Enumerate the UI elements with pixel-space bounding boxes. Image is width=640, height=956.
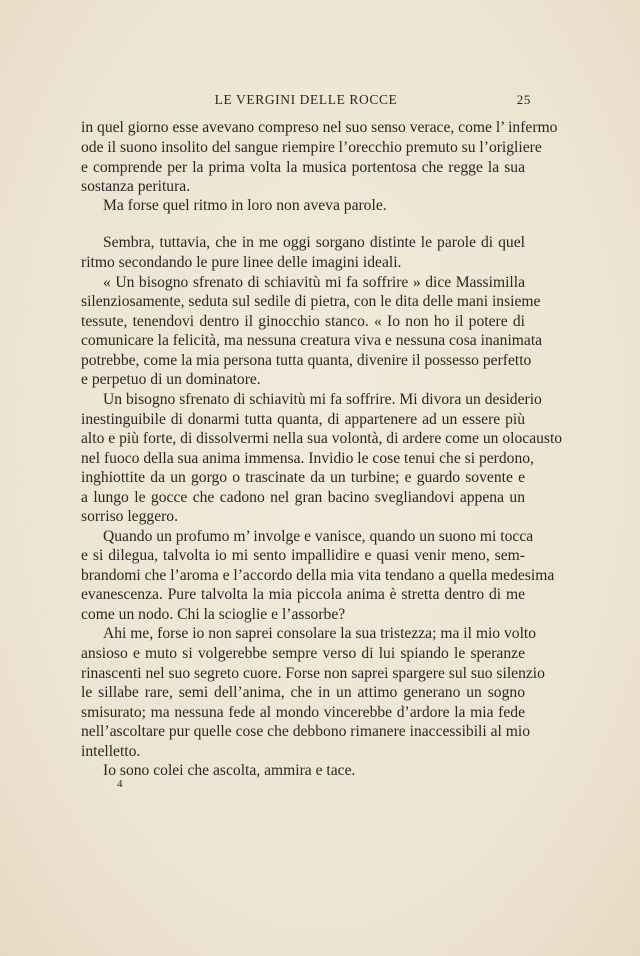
- text-line: Sembra, tuttavia, che in me oggi sorgano distinte le parole di quel: [103, 234, 525, 251]
- text-line: alto e più forte, di dissolvermi nella sua volontà, di ardere come un olocausto: [81, 430, 563, 447]
- text-line: comunicare la felicità, ma nessuna creatura viva e nessuna cosa inanimata: [81, 332, 543, 349]
- text-line: evanescenza. Pure talvolta la mia piccola anima è stretta dentro di me: [81, 586, 525, 603]
- text-line: in quel giorno esse avevano compreso nel suo senso verace, come l’ infermo: [81, 119, 558, 136]
- text-line: le sillabe rare, semi dell’anima, che in un attimo generano un sogno: [81, 684, 525, 701]
- text-line: Io sono colei che ascolta, ammira e tace.: [103, 762, 356, 779]
- text-line: sorriso leggero.: [81, 508, 179, 525]
- text-line: Quando un profumo m’ involge e vanisce, quando un suono mi tocca: [103, 528, 534, 545]
- text-line: potrebbe, come la mia persona tutta quanta, divenire il possesso perfetto: [81, 352, 532, 369]
- text-line: tessute, tenendovi dentro il ginocchio stanco. « Io non ho il potere di: [81, 313, 525, 330]
- text-line: silenziosamente, seduta sul sedile di pietra, con le dita delle mani insieme: [81, 293, 541, 310]
- text-line: Un bisogno sfrenato di schiavitù mi fa soffrire. Mi divora un desiderio: [103, 391, 542, 408]
- text-line: inestinguibile di donarmi tutta quanta, di appartenere ad un essere più: [81, 411, 525, 428]
- text-line: inghiottite da un gorgo o trascinate da un turbine; e guardo sovente e: [81, 469, 525, 486]
- page-number: 25: [516, 92, 531, 107]
- text-line: nel fuoco della sua anima immensa. Invidio le cose tenui che si perdono,: [81, 450, 534, 467]
- text-line: brandomi che l’aroma e l’accordo della mia vita tendano a quella medesima: [81, 567, 555, 584]
- page-header: [81, 92, 531, 112]
- text-line: Ahi me, forse io non saprei consolare la sua tristezza; ma il mio volto: [103, 625, 537, 642]
- text-line: a lungo le gocce che cadono nel gran bacino svegliandovi appena un: [81, 489, 525, 506]
- text-line: ansioso e muto si volgerebbe sempre verso di lui spiando le speranze: [81, 645, 525, 662]
- signature-mark: 4: [117, 778, 123, 790]
- text-line: come un nodo. Chi la scioglie e l’assorbe?: [81, 606, 346, 623]
- text-line: smisurato; ma nessuna fede al mondo vincerebbe d’ardore la mia fede: [81, 704, 525, 721]
- text-line: e perpetuo di un dominatore.: [81, 371, 261, 388]
- text-line: sostanza peritura.: [81, 178, 191, 195]
- text-line: rinascenti nel suo segreto cuore. Forse non saprei spargere sul suo silenzio: [81, 665, 545, 682]
- text-line: Ma forse quel ritmo in loro non aveva parole.: [103, 197, 387, 214]
- text-line: intelletto.: [81, 743, 141, 760]
- text-line: e comprende per la prima volta la musica portentosa che regge la sua: [81, 159, 525, 176]
- text-line: ritmo secondando le pure linee delle imagini ideali.: [81, 254, 402, 271]
- text-line: « Un bisogno sfrenato di schiavitù mi fa soffrire » dice Massimilla: [103, 274, 525, 291]
- running-title: LE VERGINI DELLE ROCCE: [214, 92, 398, 107]
- text-line: nell’ascoltare pur quelle cose che debbono rimanere inaccessibili al mio: [81, 723, 531, 740]
- text-line: ode il suono insolito del sangue riempire l’orecchio premuto su l’origliere: [81, 139, 542, 156]
- text-line: e si dilegua, talvolta io mi sento impallidire e quasi venir meno, sem-: [81, 547, 525, 564]
